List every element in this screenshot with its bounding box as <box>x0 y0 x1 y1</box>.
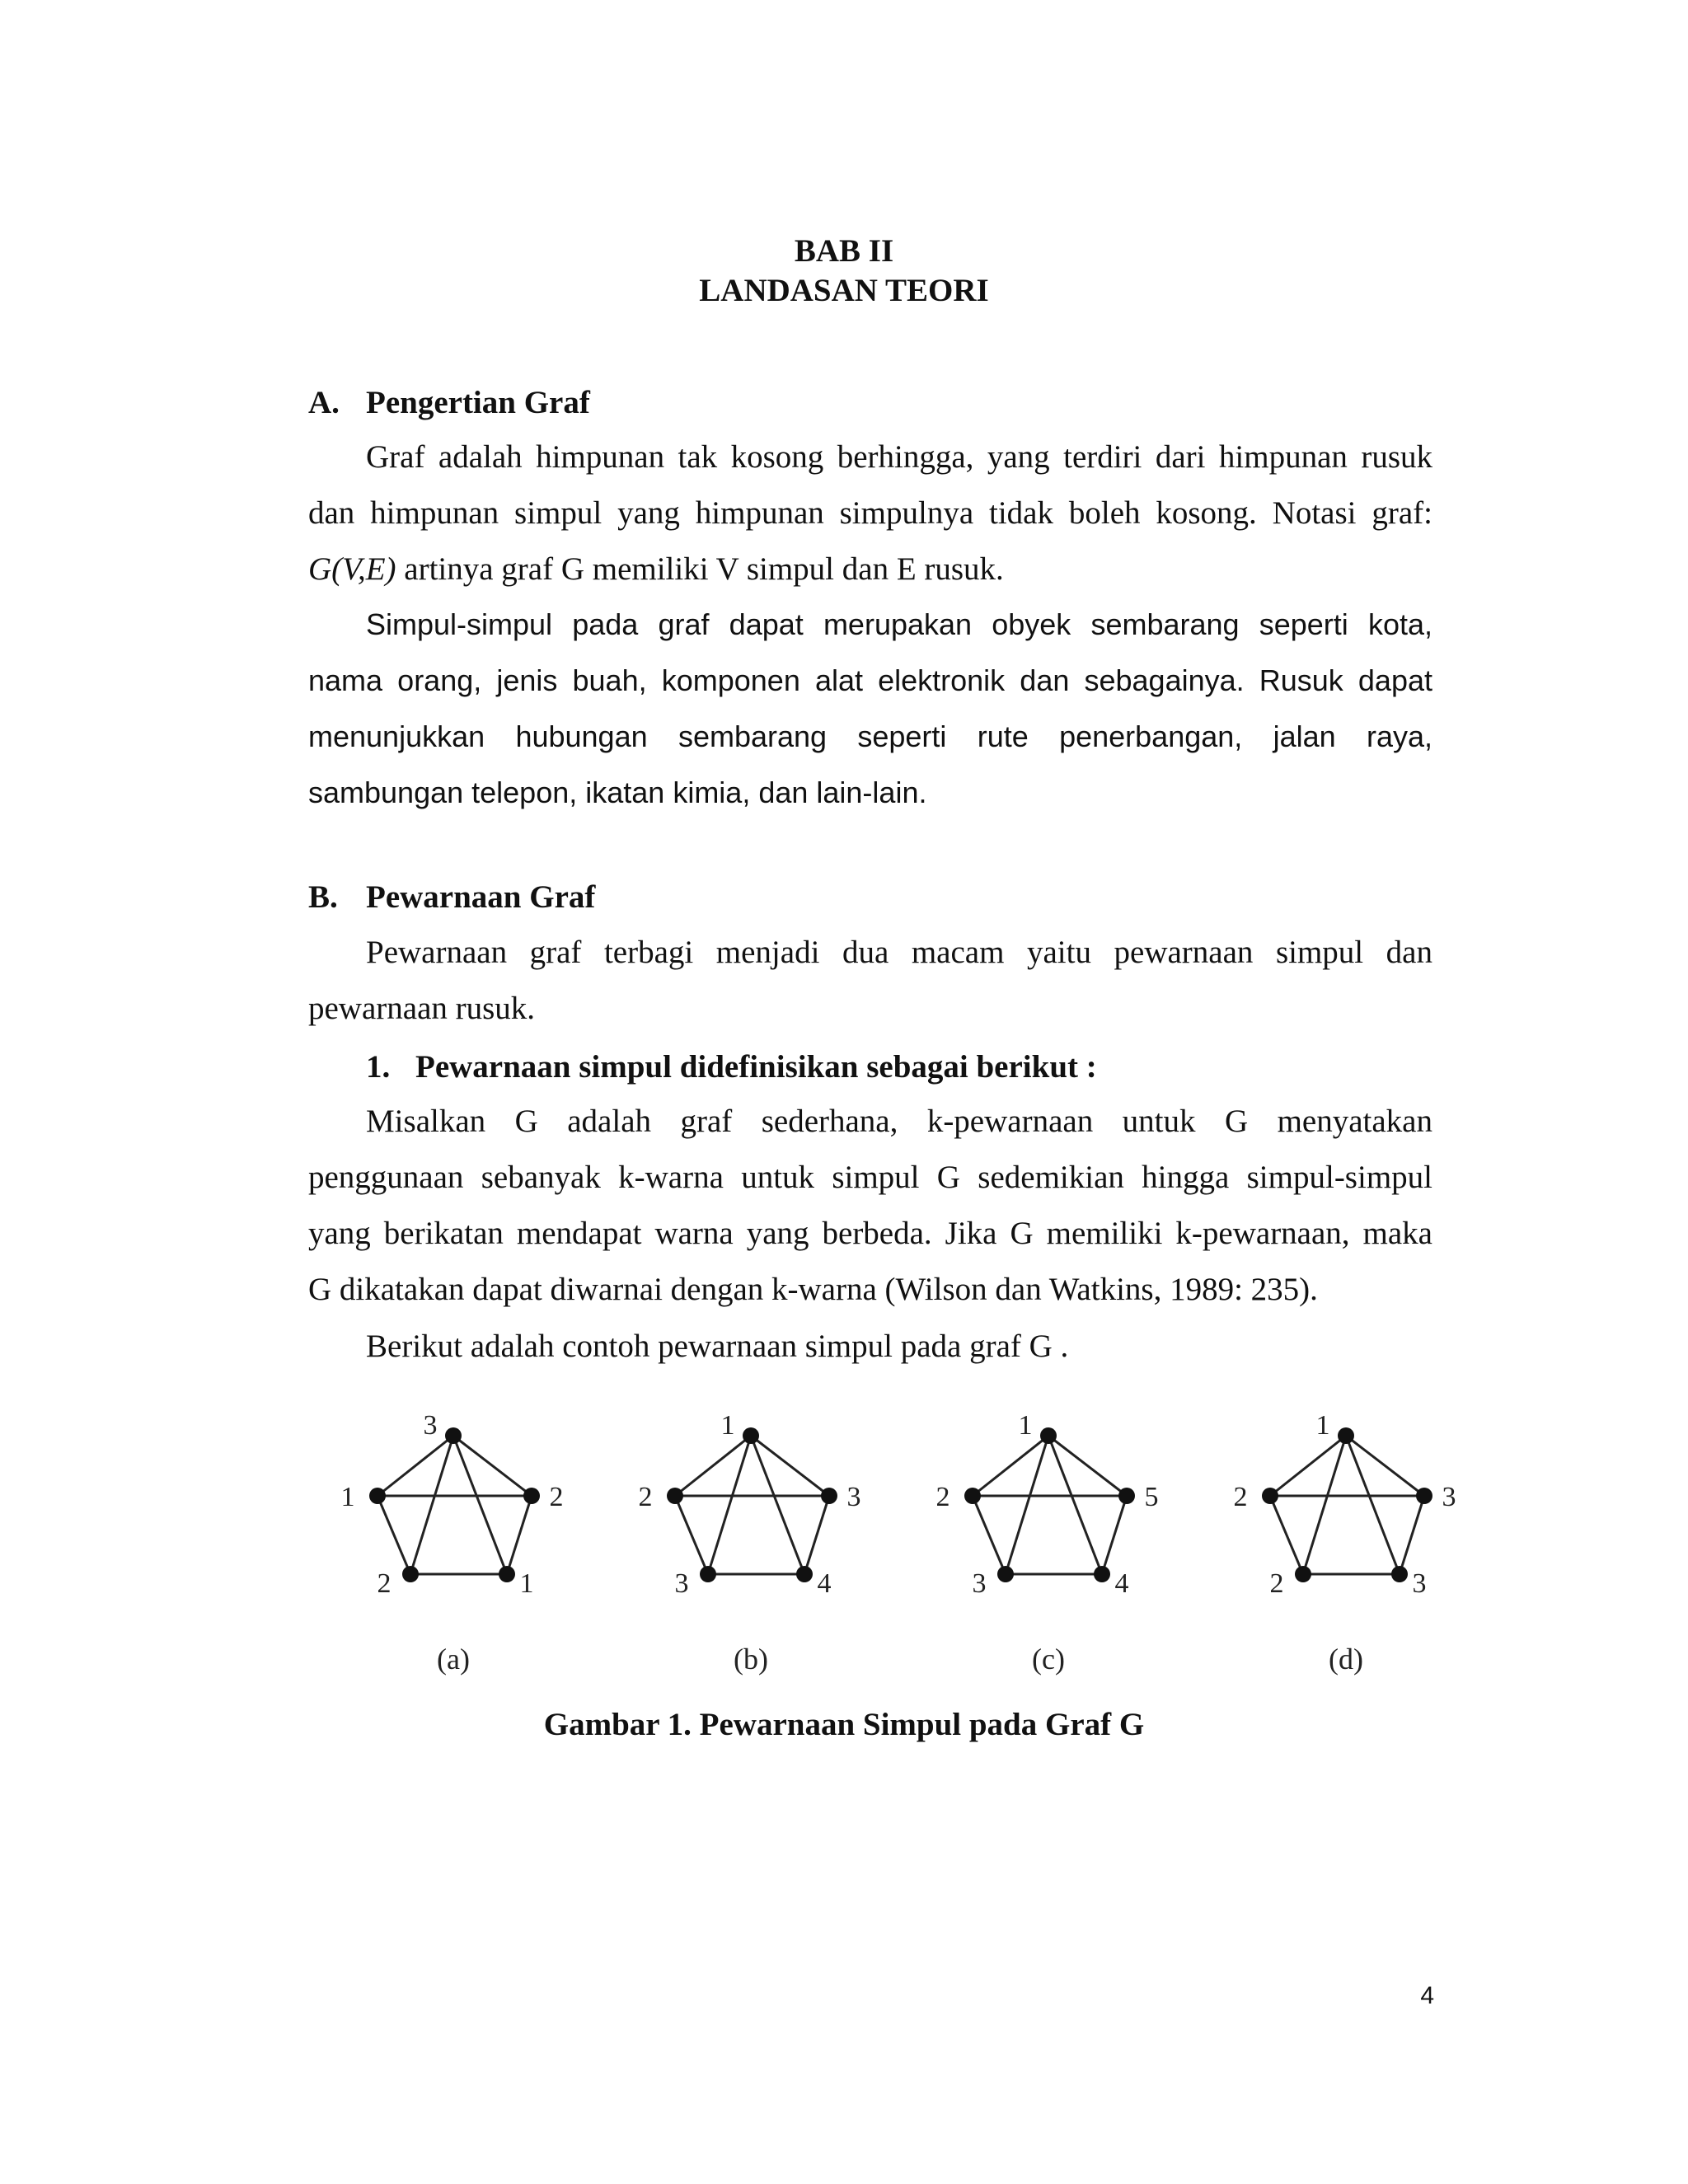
vertex-color-label: 3 <box>846 1482 861 1512</box>
graph-edge <box>708 1436 751 1574</box>
graph-vertex <box>700 1566 716 1582</box>
paragraph-line: menunjukkan hubungan sembarang seperti rute penerbangan, jalan raya, <box>308 719 1432 753</box>
graph-edge <box>507 1496 532 1574</box>
graph-edge <box>1303 1436 1346 1574</box>
vertex-color-label: 3 <box>1412 1568 1427 1599</box>
subsection-1-number: 1. <box>366 1049 391 1085</box>
vertex-color-label: 4 <box>817 1568 832 1599</box>
paragraph-line: Misalkan G adalah graf sederhana, k-pewarnaan untuk G menyatakan <box>366 1104 1432 1139</box>
vertex-color-label: 1 <box>1018 1410 1033 1441</box>
section-a-title: Pengertian Graf <box>366 385 590 420</box>
graph-notation-explanation: artinya graf G memiliki V simpul dan E rusuk. <box>396 551 1004 587</box>
graph-vertex <box>1416 1488 1432 1504</box>
vertex-color-label: 1 <box>720 1410 735 1441</box>
subsection-1-heading <box>366 1048 1097 1085</box>
graph-vertex <box>743 1427 759 1444</box>
vertex-color-label: 1 <box>519 1568 534 1599</box>
graph-sublabel: (b) <box>734 1643 768 1675</box>
section-a-letter: A. <box>308 385 340 420</box>
graph-vertex <box>1295 1566 1311 1582</box>
vertex-color-label: 3 <box>423 1410 438 1441</box>
graph-vertex <box>821 1488 837 1504</box>
paragraph-line: G dikatakan dapat diwarnai dengan k-warna (Wilson dan Watkins, 1989: 235). <box>308 1272 1318 1307</box>
graph-a <box>341 1410 564 1675</box>
graph-vertex <box>445 1427 462 1444</box>
graph-sublabel: (c) <box>1032 1643 1065 1675</box>
vertex-color-label: 4 <box>1114 1568 1129 1599</box>
subsection-1-title: Pewarnaan simpul didefinisikan sebagai berikut : <box>415 1049 1097 1085</box>
vertex-color-label: 1 <box>1315 1410 1330 1441</box>
graph-vertex <box>499 1566 515 1582</box>
figure-caption: Gambar 1. Pewarnaan Simpul pada Graf G <box>543 1707 1145 1742</box>
graph-vertex <box>1338 1427 1354 1444</box>
graph-edge <box>1270 1496 1303 1574</box>
vertex-color-label: 5 <box>1144 1482 1159 1512</box>
page-number: 4 <box>1420 1982 1434 2009</box>
graph-c <box>936 1410 1159 1675</box>
paragraph-line: dan himpunan simpul yang himpunan simpulnya tidak boleh kosong. Notasi graf: <box>308 495 1432 531</box>
graph-notation: G(V,E) <box>308 551 396 587</box>
graph-vertex <box>369 1488 386 1504</box>
paragraph-line: sambungan telepon, ikatan kimia, dan lain-lain. <box>308 776 927 809</box>
vertex-color-label: 2 <box>638 1482 653 1512</box>
paragraph-line: Graf adalah himpunan tak kosong berhingga, yang terdiri dari himpunan rusuk <box>366 439 1432 475</box>
graph-edge <box>675 1496 708 1574</box>
graph-vertex <box>1391 1566 1408 1582</box>
graph-vertex <box>402 1566 419 1582</box>
graph-vertex <box>523 1488 540 1504</box>
vertex-color-label: 2 <box>1233 1482 1248 1512</box>
graph-figure-canvas <box>313 1401 1467 1698</box>
vertex-color-label: 2 <box>1269 1568 1284 1599</box>
graph-vertex <box>1094 1566 1110 1582</box>
chapter-title: LANDASAN TEORI <box>699 273 989 308</box>
paragraph-line: yang berikatan mendapat warna yang berbeda. Jika G memiliki k-pewarnaan, maka <box>308 1216 1432 1251</box>
graph-vertex <box>1118 1488 1135 1504</box>
vertex-color-label: 2 <box>935 1482 950 1512</box>
graph-edge <box>1102 1496 1127 1574</box>
section-b-heading <box>308 879 595 916</box>
graph-vertex <box>964 1488 981 1504</box>
graph-sublabel: (a) <box>437 1643 470 1675</box>
graph-edge <box>804 1496 829 1574</box>
section-a-paragraph-2 <box>308 597 1432 821</box>
vertex-color-label: 2 <box>549 1482 564 1512</box>
graph-vertex <box>1262 1488 1278 1504</box>
section-b-paragraph-3 <box>308 1319 1432 1375</box>
section-b-paragraph-1 <box>308 925 1432 1037</box>
graph-vertex <box>1040 1427 1057 1444</box>
chapter-number: BAB II <box>794 233 894 269</box>
graph-edge <box>675 1436 751 1496</box>
paragraph-line: Pewarnaan graf terbagi menjadi dua macam yaitu pewarnaan simpul dan <box>366 935 1432 970</box>
vertex-color-label: 1 <box>340 1482 355 1512</box>
section-b-title: Pewarnaan Graf <box>366 879 596 915</box>
graph-edge <box>1270 1436 1346 1496</box>
paragraph-line: penggunaan sebanyak k-warna untuk simpul G sedemikian hingga simpul-simpul <box>308 1160 1432 1195</box>
figure-vertex-coloring <box>313 1401 1467 1698</box>
graph-vertex <box>796 1566 813 1582</box>
graph-edge <box>377 1496 410 1574</box>
graph-edge <box>1006 1436 1048 1574</box>
paragraph-line: Berikut adalah contoh pewarnaan simpul pada graf G . <box>366 1329 1069 1364</box>
vertex-color-label: 3 <box>972 1568 987 1599</box>
section-a-heading <box>308 384 590 421</box>
paragraph-line: pewarnaan rusuk. <box>308 991 536 1026</box>
graph-vertex <box>667 1488 683 1504</box>
graph-vertex <box>997 1566 1014 1582</box>
graph-edge <box>1400 1496 1424 1574</box>
section-b-letter: B. <box>308 879 338 915</box>
graph-b <box>639 1410 861 1675</box>
vertex-color-label: 2 <box>377 1568 392 1599</box>
vertex-color-label: 3 <box>674 1568 689 1599</box>
section-b-paragraph-2 <box>308 1094 1432 1318</box>
section-a-paragraph-1 <box>308 429 1432 598</box>
vertex-color-label: 3 <box>1442 1482 1456 1512</box>
graph-edge <box>973 1496 1006 1574</box>
graph-d <box>1234 1410 1456 1675</box>
graph-sublabel: (d) <box>1329 1643 1363 1675</box>
graph-edge <box>410 1436 453 1574</box>
paragraph-line: Simpul-simpul pada graf dapat merupakan obyek sembarang seperti kota, <box>366 607 1432 641</box>
paragraph-line <box>308 541 1432 598</box>
paragraph-line: nama orang, jenis buah, komponen alat elektronik dan sebagainya. Rusuk dapat <box>308 663 1432 697</box>
graph-edge <box>377 1436 453 1496</box>
graph-edge <box>973 1436 1048 1496</box>
